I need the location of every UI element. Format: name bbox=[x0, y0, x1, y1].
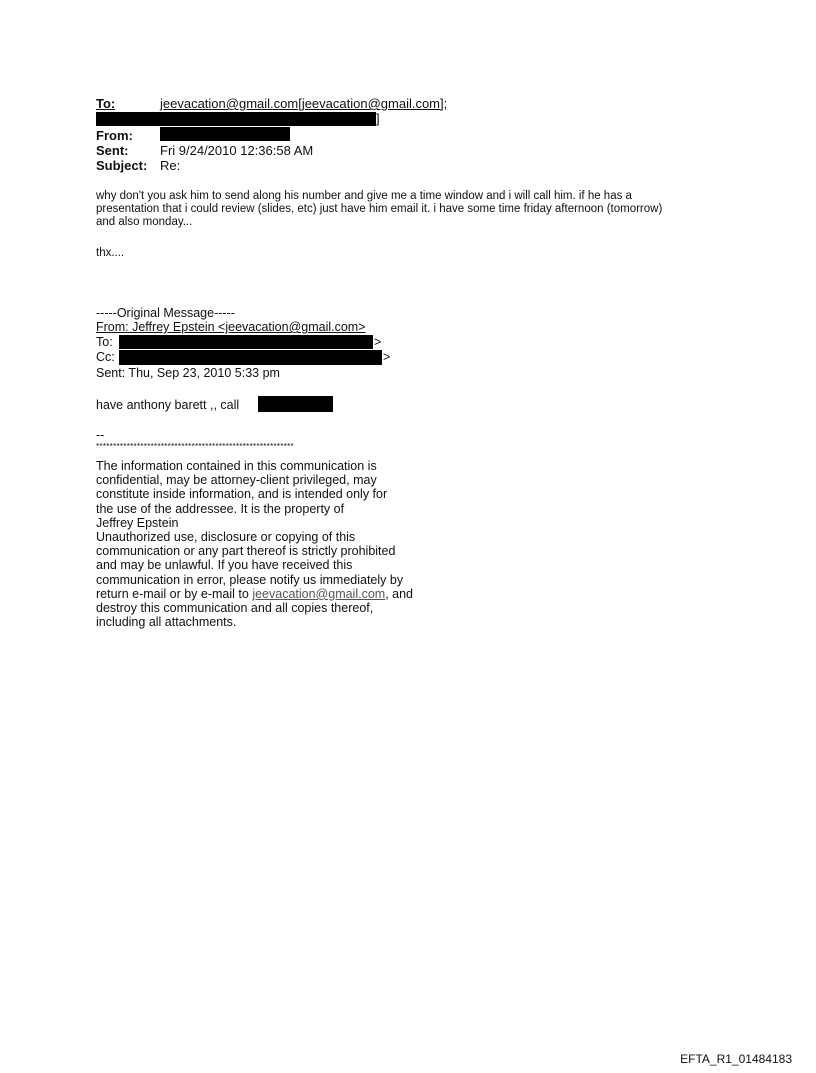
disclaimer-line: The information contained in this communication is bbox=[96, 459, 377, 473]
disclaimer-line: the use of the addressee. It is the property of bbox=[96, 501, 345, 516]
signature-star-rule: ********************************************************** bbox=[96, 442, 294, 451]
sent-label: Sent: bbox=[96, 143, 129, 158]
disclaimer-return-suffix: , and bbox=[385, 586, 414, 601]
disclaimer-line: Unauthorized use, disclosure or copying of this bbox=[96, 530, 356, 545]
redaction-bar-original-to bbox=[119, 335, 373, 349]
to-value: jeevacation@gmail.com[jeevacation@gmail.com]; bbox=[160, 96, 448, 111]
subject-value: Re: bbox=[160, 158, 181, 173]
original-to-tail: > bbox=[374, 335, 382, 349]
disclaimer-return-line bbox=[96, 587, 456, 601]
disclaimer-line: communication in error, please notify us immediately by bbox=[96, 572, 404, 587]
original-cc-tail: > bbox=[383, 350, 391, 364]
redaction-bar-phone bbox=[258, 396, 333, 412]
original-from-line: From: Jeffrey Epstein <jeevacation@gmail.com> bbox=[96, 320, 366, 334]
original-to-label: To: bbox=[96, 335, 113, 349]
original-message-marker: -----Original Message----- bbox=[96, 306, 235, 320]
body-line-2: presentation that i could review (slides, etc) just have him email it. i have some time friday afternoon (tomorrow) bbox=[96, 203, 663, 215]
disclaimer-line: including all attachments. bbox=[96, 615, 237, 630]
signature-dashes: -- bbox=[96, 428, 105, 442]
sent-value: Fri 9/24/2010 12:36:58 AM bbox=[160, 143, 314, 158]
disclaimer-return-prefix: return e-mail or by e-mail to bbox=[96, 586, 253, 601]
disclaimer-line: constitute inside information, and is intended only for bbox=[96, 487, 388, 502]
disclaimer-line: and may be unlawful. If you have received this bbox=[96, 558, 353, 573]
disclaimer-line: Jeffrey Epstein bbox=[96, 515, 179, 530]
to-bracket: ] bbox=[376, 111, 380, 126]
disclaimer-line: communication or any part thereof is strictly prohibited bbox=[96, 544, 396, 559]
disclaimer-line: confidential, may be attorney-client privileged, may bbox=[96, 473, 377, 488]
redaction-bar-to-recipients bbox=[96, 112, 376, 126]
redaction-bar-original-cc bbox=[119, 350, 382, 365]
original-message-text: have anthony barett ,, call bbox=[96, 398, 240, 412]
body-signoff: thx.... bbox=[96, 247, 125, 259]
body-line-3: and also monday... bbox=[96, 216, 193, 228]
to-label: To: bbox=[96, 96, 116, 111]
subject-label: Subject: bbox=[96, 158, 148, 173]
confidentiality-disclaimer bbox=[96, 459, 456, 629]
original-sent-line: Sent: Thu, Sep 23, 2010 5:33 pm bbox=[96, 366, 280, 380]
document-id: EFTA_R1_01484183 bbox=[680, 1052, 792, 1066]
email-link[interactable]: jeevacation@gmail.com bbox=[252, 586, 386, 601]
redaction-bar-from bbox=[160, 127, 290, 141]
body-line-1: why don't you ask him to send along his number and give me a time window and i will call him. if he has a bbox=[96, 190, 632, 202]
from-label: From: bbox=[96, 128, 133, 143]
disclaimer-line: destroy this communication and all copies thereof, bbox=[96, 601, 374, 616]
original-cc-label: Cc: bbox=[96, 350, 115, 364]
